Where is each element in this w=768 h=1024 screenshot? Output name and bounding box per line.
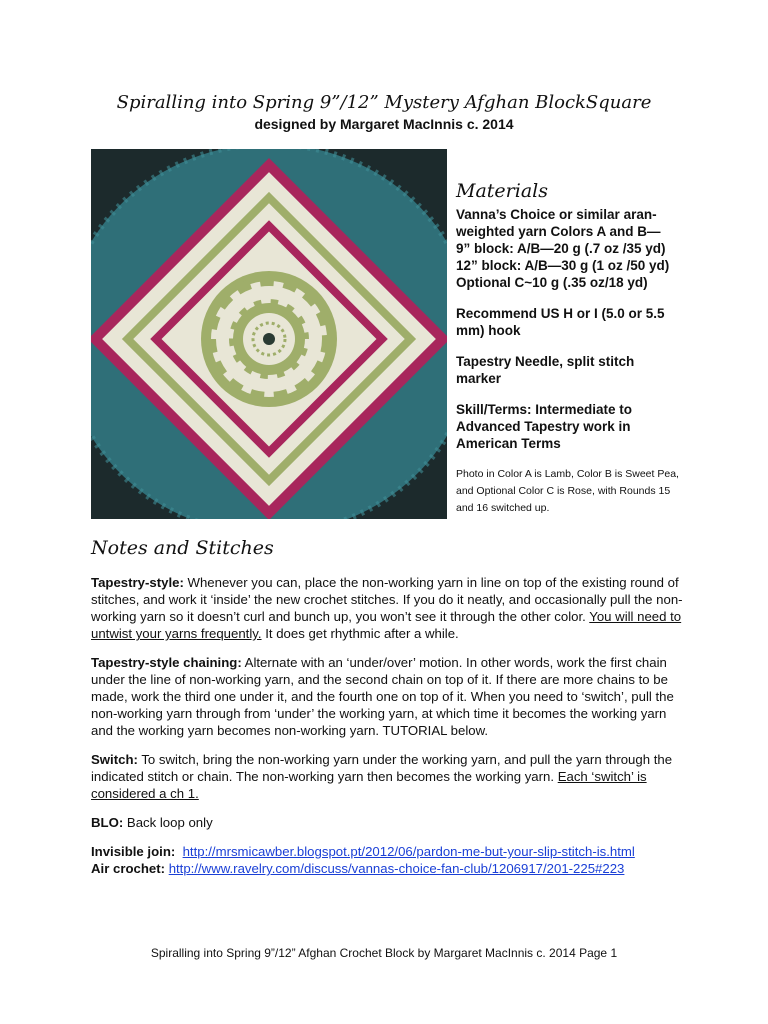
air-crochet-label: Air crochet: [91,861,166,876]
photo-note-line: Photo in Color A is Lamb, Color B is Sweet Pea, [456,468,679,480]
invisible-join-link[interactable]: http://mrsmicawber.blogspot.pt/2012/06/pardon-me-but-your-slip-stitch-is.html [182,844,635,859]
materials-yarn [456,206,696,291]
note-text: To switch, bring the non-working yarn under the working yarn, and pull the yarn through the indicated stitch or chain. The non-working yarn then becomes the working yarn. [91,752,673,784]
designer-byline: designed by Margaret MacInnis c. 2014 [254,116,514,132]
photo-note [456,466,696,517]
materials-skill-line: Advanced Tapestry work in [456,419,631,434]
materials-yarn-line: Vanna’s Choice or similar aran- [456,207,657,222]
note-text: Whenever you can, place the non-working yarn in line on top of the existing round of stitches, and work it ‘inside’ the new crochet stitches. If you do it neatly, and occasionally pull the non-working yarn so it doesn’t curl and bunch up, you won’t see it through the other color. [91,575,683,624]
note-text: Alternate with an ‘under/over’ motion. In other words, work the first chain under the line of non-working yarn, and the second chain on top of it. If there are more chains to be made, work the third one under it, and the fourth one on top of it. When you need to ‘switch’, pull the non-working yarn through from ‘under’ the working yarn, at which time it becomes the working yarn and the working yarn becomes non-working yarn. TUTORIAL below. [91,655,674,738]
note-label: Tapestry-style chaining: [91,655,242,670]
page-footer: Spiralling into Spring 9”/12” Afghan Crochet Block by Margaret MacInnis c. 2014 Page 1 [150,946,618,960]
note-label: Switch: [91,752,138,767]
photo-note-line: and 16 switched up. [456,502,550,514]
materials-needle [456,353,696,387]
spiral-center [201,271,337,407]
invisible-join-label: Invisible join: [91,844,176,859]
document-title: Spiralling into Spring 9”/12” Mystery Afghan BlockSquare [116,92,652,113]
note-blo [91,814,691,831]
air-crochet-link[interactable]: http://www.ravelry.com/discuss/vannas-choice-fan-club/1206917/201-225#223 [168,861,625,876]
materials-yarn-line: weighted yarn Colors A and B— [456,224,661,239]
materials-skill [456,401,696,452]
note-label: Tapestry-style: [91,575,184,590]
note-text: It does get rhythmic after a while. [261,626,459,641]
block-photo [91,149,447,519]
materials-hook [456,305,696,339]
note-underlined: You will need to untwist your yarns frequently. [91,609,682,641]
note-underlined: Each ‘switch’ is considered a ch 1. [91,769,647,801]
materials-skill-line: American Terms [456,436,561,451]
materials-yarn-line: Optional C~10 g (.35 oz/18 yd) [456,275,648,290]
materials-needle-line: Tapestry Needle, split stitch [456,354,635,369]
note-switch [91,751,691,802]
note-tapestry-style [91,574,691,642]
note-label: BLO: [91,815,124,830]
materials-skill-line: Skill/Terms: Intermediate to [456,402,633,417]
materials-hook-line: mm) hook [456,323,521,338]
materials-needle-line: marker [456,371,502,386]
materials-yarn-line: 12” block: A/B—30 g (1 oz /50 yd) [456,258,670,273]
notes-section [91,574,691,877]
materials-section [456,180,696,517]
crochet-square-illustration [91,149,447,519]
materials-hook-line: Recommend US H or I (5.0 or 5.5 [456,306,665,321]
materials-yarn-line: 9” block: A/B—20 g (.7 oz /35 yd) [456,241,666,256]
photo-note-line: and Optional Color C is Rose, with Rounds 15 [456,485,671,497]
note-tapestry-chaining [91,654,691,739]
note-links [91,843,691,877]
note-text: Back loop only [123,815,213,830]
materials-heading: Materials [456,180,548,202]
notes-heading: Notes and Stitches [91,537,274,559]
